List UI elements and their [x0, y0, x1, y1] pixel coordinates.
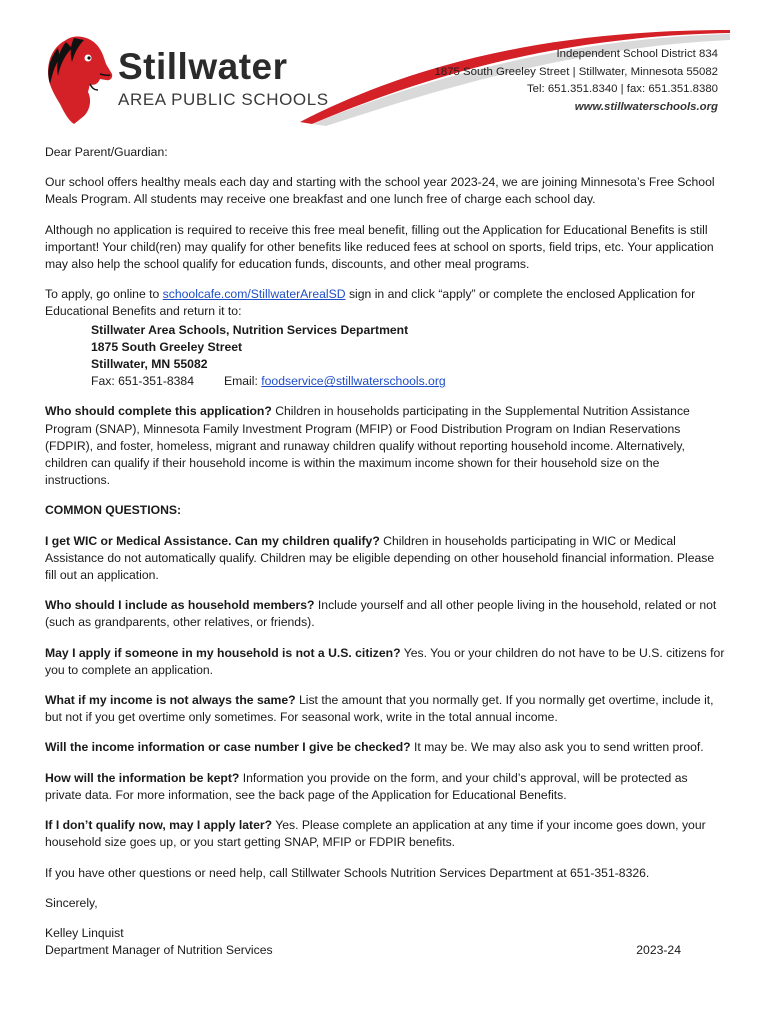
faq-answer: Yes. You or your children do not have to be U.S. citizens for you to complete an application.	[45, 645, 725, 677]
help-paragraph: If you have other questions or need help, call Stillwater Schools Nutrition Services Department at 651-351-8326.	[45, 865, 650, 880]
signer-title-row	[45, 942, 681, 959]
faq-item	[45, 533, 727, 585]
faq-question: Will the income information or case number I give be checked?	[45, 740, 411, 755]
school-subtitle: AREA PUBLIC SCHOOLS	[118, 90, 329, 109]
district-phone: Tel: 651.351.8340 | fax: 651.351.8380	[526, 83, 718, 95]
return-address-line3: Stillwater, MN 55082	[91, 357, 208, 372]
who-question: Who should complete this application?	[45, 404, 272, 419]
letterhead	[0, 0, 770, 135]
faq-item	[45, 645, 727, 679]
faq-answer: Information you provide on the form, and your child’s approval, will be protected as private data. For more information, see the back page of the Application for Educational Benefits.	[45, 770, 688, 802]
faq-question: I get WIC or Medical Assistance. Can my children qualify?	[45, 533, 380, 548]
district-name: Independent School District 834	[556, 48, 718, 60]
district-address: 1875 South Greeley Street | Stillwater, Minnesota 55082	[434, 65, 718, 78]
faq-answer: Include yourself and all other people living in the household, related or not (such as grandparents, other relatives, or friends).	[45, 598, 717, 630]
district-contact-block	[435, 46, 718, 116]
fax-number: Fax: 651-351-8384	[91, 374, 194, 389]
faq-item	[45, 739, 727, 756]
signer-title: Department Manager of Nutrition Services	[45, 943, 273, 958]
apply-text-post: sign in and click “apply” or complete the enclosed Application for Educational Benefits and return it to:	[45, 287, 696, 319]
faq-answer: List the amount that you normally get. If you normally get overtime, include it, but not if you get overtime only sometimes. For seasonal work, write in the total annual income.	[45, 693, 714, 725]
return-address	[91, 322, 727, 391]
faq-question: May I apply if someone in my household is not a U.S. citizen?	[45, 645, 401, 660]
email-link[interactable]: foodservice@stillwaterschools.org	[261, 374, 446, 389]
signature-block	[45, 925, 727, 959]
faq-question: Who should I include as household members?	[45, 598, 315, 613]
faq-item	[45, 770, 727, 804]
letter-body	[45, 144, 727, 959]
district-website: www.stillwaterschools.org	[574, 100, 718, 113]
apply-paragraph	[45, 286, 727, 320]
apply-text-pre: To apply, go online to	[45, 287, 163, 302]
common-questions-heading: COMMON QUESTIONS:	[45, 503, 182, 518]
faq-answer: Yes. Please complete an application at any time if your income goes down, your household size goes up, or you start getting SNAP, MFIP or FDPIR benefits.	[45, 818, 706, 850]
faq-item	[45, 692, 727, 726]
letter-year: 2023-24	[636, 943, 681, 958]
faq-answer: It may be. We may also ask you to send written proof.	[410, 740, 704, 755]
sincerely: Sincerely,	[45, 895, 98, 910]
greeting: Dear Parent/Guardian:	[45, 145, 168, 159]
who-answer: Children in households participating in the Supplemental Nutrition Assistance Program (SNAP), Minnesota Family Investment Program (MFIP) or Food Distribution Program on Indian Reservations (FDPIR), and foster, homeless, migrant and runaway children qualify without reporting household income. Alternatively, children can qualify if their household income is within the maximum income shown for their household size on the instructions.	[45, 404, 690, 488]
email-label: Email:	[224, 374, 262, 389]
faq-question: How will the information be kept?	[45, 770, 240, 785]
faq-answer: Children in households participating in WIC or Medical Assistance do not automatically qualify. Children may be eligible depending on other household financial information. Please fill out an application.	[45, 533, 715, 583]
importance-paragraph: Although no application is required to receive this free meal benefit, filling out the Application for Educational Benefits is still important! Your child(ren) may qualify for other benefits like reduced fees at school on sports, field trips, etc. Your application may also help the school qualify for education funds, discounts, and other meal programs.	[45, 222, 714, 272]
signer-name: Kelley Linquist	[45, 925, 124, 940]
return-address-line2: 1875 South Greeley Street	[91, 339, 243, 354]
mustang-logo-icon	[44, 34, 114, 126]
faq-question: What if my income is not always the same?	[45, 693, 296, 708]
fax-email-row	[91, 373, 727, 390]
schoolcafe-link[interactable]: schoolcafe.com/StillwaterArealSD	[162, 287, 346, 302]
who-paragraph	[45, 403, 727, 489]
faq-item	[45, 817, 727, 851]
faq-item	[45, 597, 727, 631]
school-name: Stillwater	[118, 46, 288, 87]
faq-question: If I don’t qualify now, may I apply later?	[45, 818, 273, 833]
intro-paragraph: Our school offers healthy meals each day and starting with the school year 2023-24, we are joining Minnesota’s Free School Meals Program. All students may receive one breakfast and one lunch free of charge each school day.	[45, 175, 715, 207]
return-address-line1: Stillwater Area Schools, Nutrition Services Department	[91, 322, 409, 337]
